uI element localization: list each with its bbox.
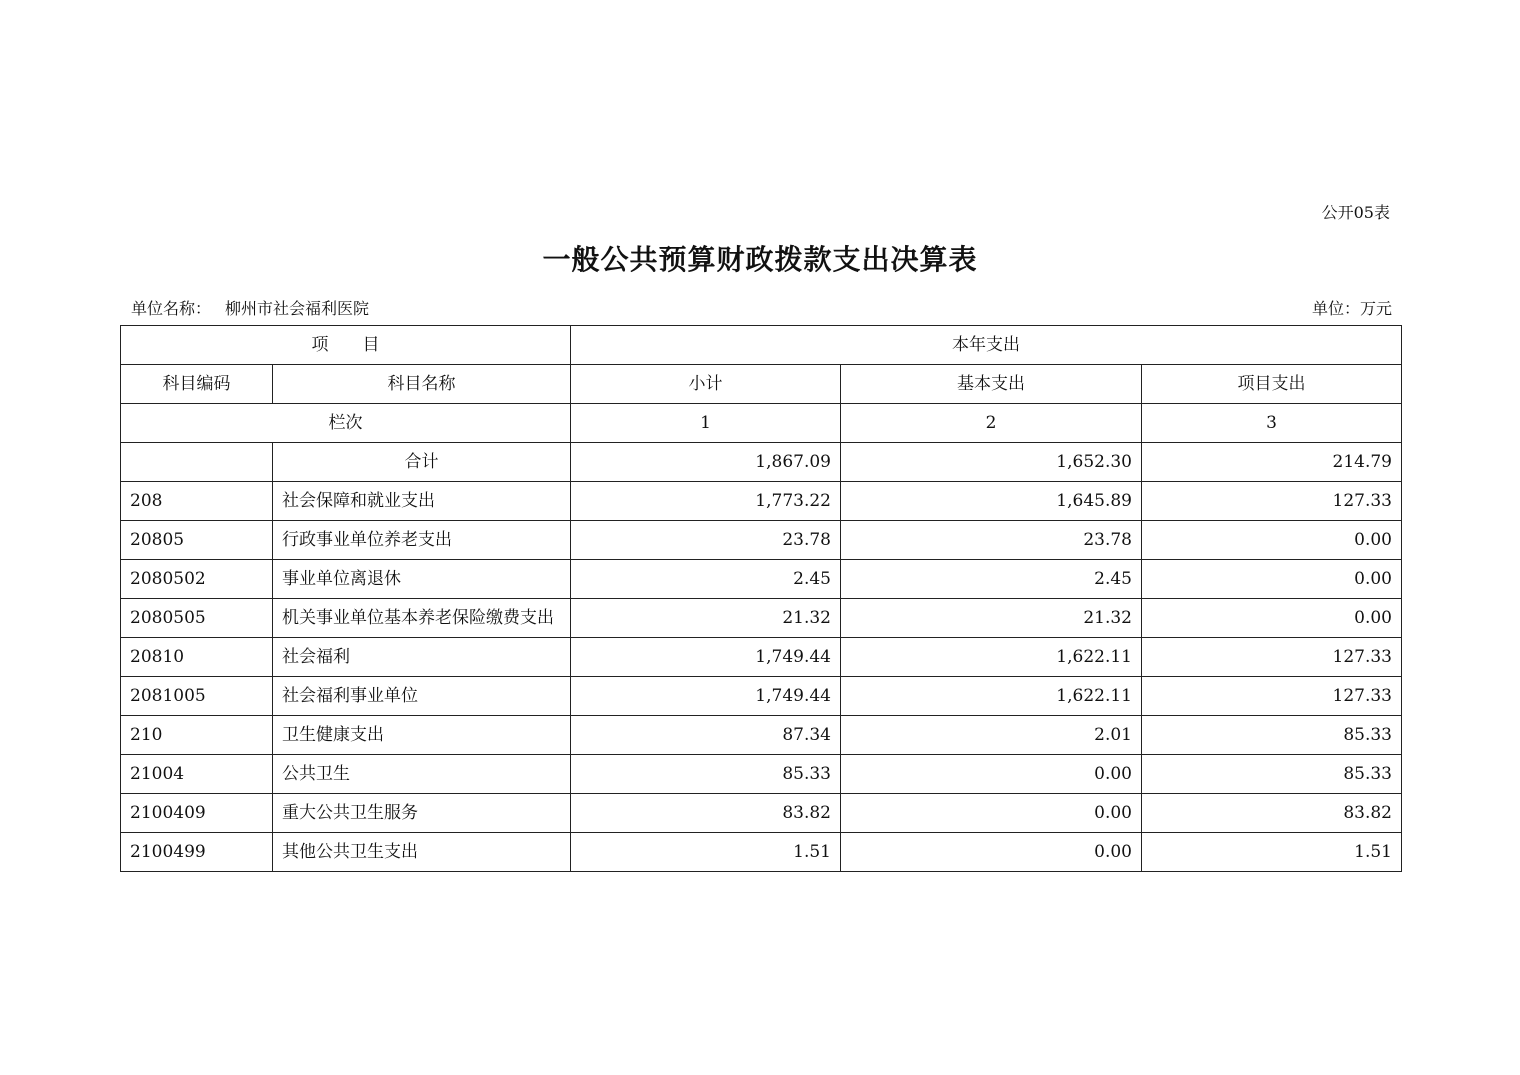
row-project: 0.00 [1142, 560, 1402, 599]
header-row-2 [121, 365, 1402, 404]
unit-name-value: 柳州市社会福利医院 [225, 299, 370, 318]
table-row [121, 521, 1402, 560]
row-name: 其他公共卫生支出 [273, 833, 571, 872]
row-name: 行政事业单位养老支出 [273, 521, 571, 560]
table-row [121, 677, 1402, 716]
row-project: 83.82 [1142, 794, 1402, 833]
row-basic: 23.78 [841, 521, 1142, 560]
form-number: 公开05表 [1321, 203, 1390, 222]
header-current-year: 本年支出 [571, 326, 1402, 365]
unit-name-line [131, 296, 369, 319]
row-basic: 0.00 [841, 794, 1142, 833]
header-project-expense: 项目支出 [1142, 365, 1402, 404]
row-subtotal: 21.32 [571, 599, 841, 638]
row-name: 社会福利事业单位 [273, 677, 571, 716]
header-basic: 基本支出 [841, 365, 1142, 404]
row-basic: 21.32 [841, 599, 1142, 638]
row-basic: 2.01 [841, 716, 1142, 755]
row-code: 2100499 [121, 833, 273, 872]
row-code: 2080505 [121, 599, 273, 638]
header-subtotal: 小计 [571, 365, 841, 404]
column-index-2: 2 [841, 404, 1142, 443]
row-code: 208 [121, 482, 273, 521]
row-code: 210 [121, 716, 273, 755]
row-subtotal: 87.34 [571, 716, 841, 755]
row-subtotal: 23.78 [571, 521, 841, 560]
row-code: 2100409 [121, 794, 273, 833]
row-name: 重大公共卫生服务 [273, 794, 571, 833]
table-body [121, 326, 1402, 872]
total-row [121, 443, 1402, 482]
total-label: 合计 [273, 443, 571, 482]
row-subtotal: 83.82 [571, 794, 841, 833]
row-subtotal: 85.33 [571, 755, 841, 794]
unit-name-label: 单位名称： [131, 299, 212, 318]
total-code-cell [121, 443, 273, 482]
row-basic: 1,622.11 [841, 638, 1142, 677]
row-subtotal: 1,773.22 [571, 482, 841, 521]
column-index-label: 栏次 [121, 404, 571, 443]
row-code: 20810 [121, 638, 273, 677]
row-basic: 0.00 [841, 755, 1142, 794]
row-project: 0.00 [1142, 521, 1402, 560]
header-name: 科目名称 [273, 365, 571, 404]
row-name: 卫生健康支出 [273, 716, 571, 755]
header-row-1 [121, 326, 1402, 365]
row-basic: 0.00 [841, 833, 1142, 872]
row-name: 公共卫生 [273, 755, 571, 794]
currency-unit: 单位：万元 [1311, 299, 1392, 318]
row-code: 2080502 [121, 560, 273, 599]
row-code: 20805 [121, 521, 273, 560]
row-basic: 1,622.11 [841, 677, 1142, 716]
column-index-row [121, 404, 1402, 443]
table-row [121, 833, 1402, 872]
total-subtotal: 1,867.09 [571, 443, 841, 482]
table-row [121, 599, 1402, 638]
expenditure-table [120, 325, 1402, 872]
page-title: 一般公共预算财政拨款支出决算表 [542, 243, 978, 276]
column-index-3: 3 [1142, 404, 1402, 443]
row-code: 2081005 [121, 677, 273, 716]
total-basic: 1,652.30 [841, 443, 1142, 482]
row-name: 机关事业单位基本养老保险缴费支出 [273, 599, 571, 638]
header-code: 科目编码 [121, 365, 273, 404]
row-project: 127.33 [1142, 677, 1402, 716]
row-name: 事业单位离退休 [273, 560, 571, 599]
table-row [121, 794, 1402, 833]
row-project: 1.51 [1142, 833, 1402, 872]
row-name: 社会福利 [273, 638, 571, 677]
row-subtotal: 2.45 [571, 560, 841, 599]
header-project: 项 目 [121, 326, 571, 365]
row-name: 社会保障和就业支出 [273, 482, 571, 521]
row-code: 21004 [121, 755, 273, 794]
row-project: 0.00 [1142, 599, 1402, 638]
table-row [121, 482, 1402, 521]
row-subtotal: 1.51 [571, 833, 841, 872]
row-project: 85.33 [1142, 755, 1402, 794]
total-project: 214.79 [1142, 443, 1402, 482]
row-basic: 2.45 [841, 560, 1142, 599]
table-row [121, 716, 1402, 755]
row-project: 127.33 [1142, 482, 1402, 521]
table-row [121, 638, 1402, 677]
row-basic: 1,645.89 [841, 482, 1142, 521]
table-row [121, 560, 1402, 599]
column-index-1: 1 [571, 404, 841, 443]
row-project: 85.33 [1142, 716, 1402, 755]
row-subtotal: 1,749.44 [571, 638, 841, 677]
row-subtotal: 1,749.44 [571, 677, 841, 716]
row-project: 127.33 [1142, 638, 1402, 677]
table-row [121, 755, 1402, 794]
